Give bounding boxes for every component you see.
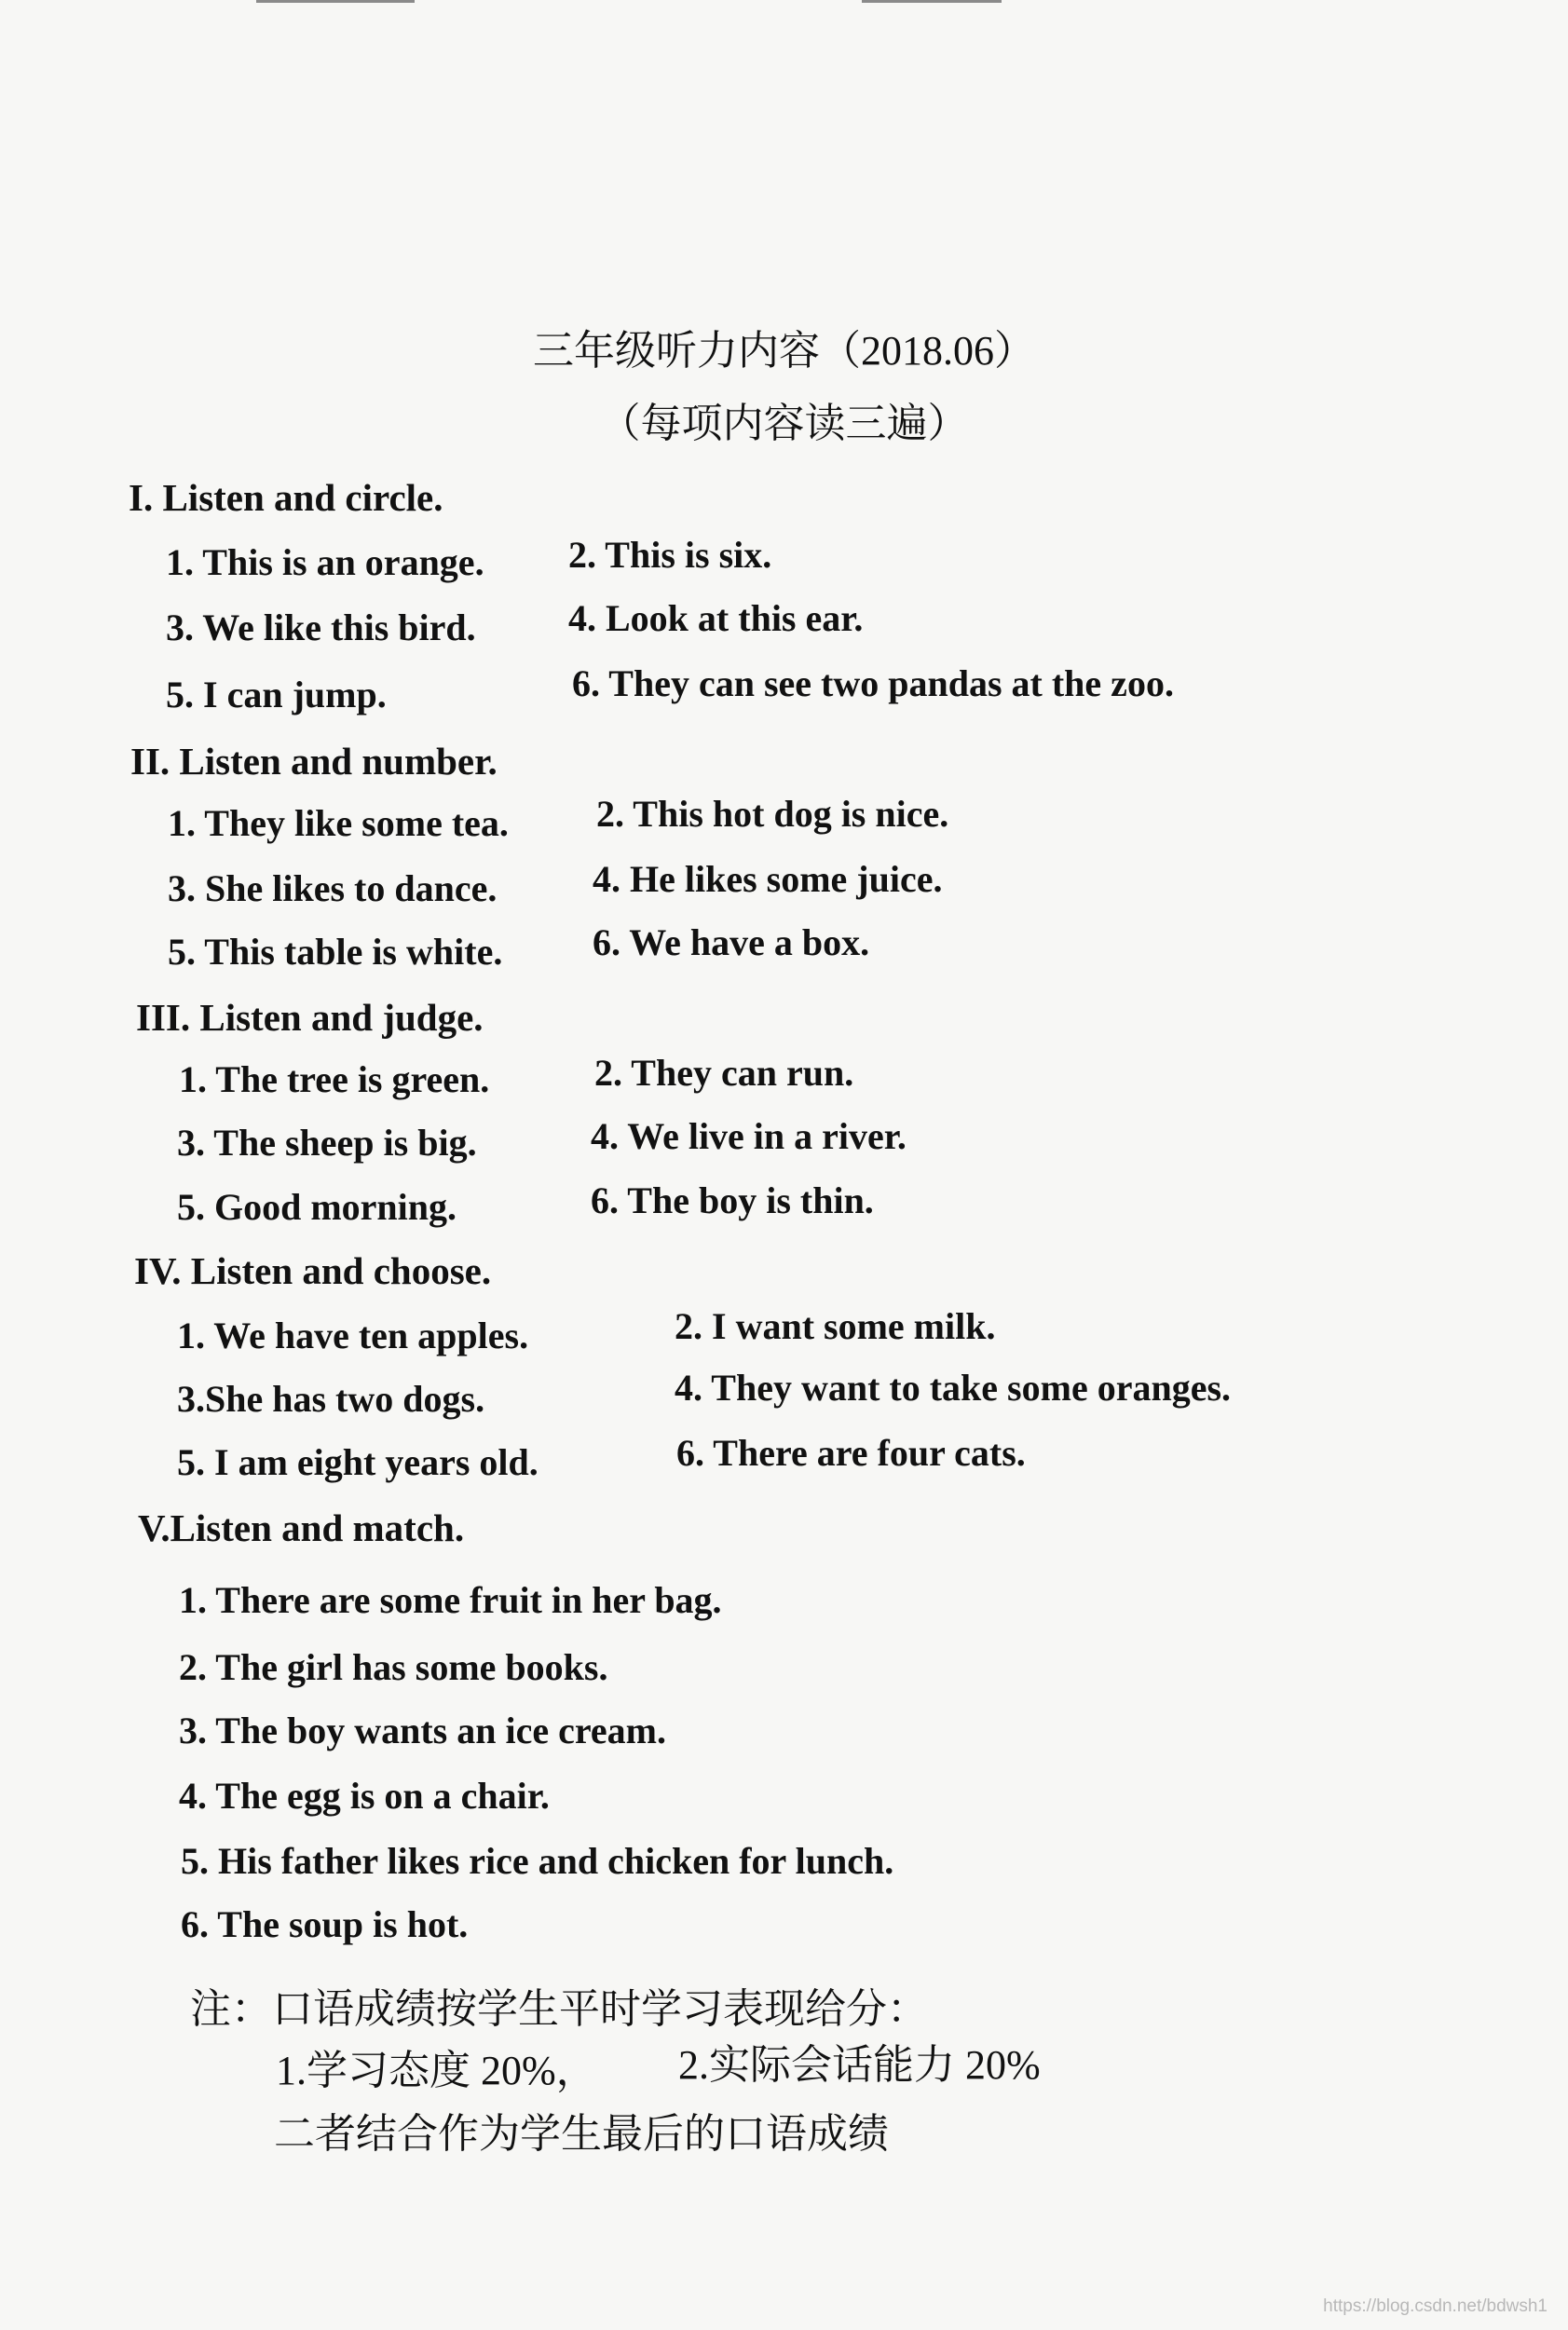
list-item: 6. They can see two pandas at the zoo. [572,662,1174,704]
list-item: 1. They like some tea. [168,802,509,844]
list-item: 3. The sheep is big. [177,1122,477,1164]
list-item: 6. We have a box. [593,921,870,963]
list-item: 5. His father likes rice and chicken for lunch. [181,1840,894,1882]
list-item: 3. We like this bird. [166,606,476,648]
list-item: 3. The boy wants an ice cream. [179,1710,666,1751]
list-item: 4. He likes some juice. [593,858,943,900]
scan-top-line [256,0,415,3]
watermark: https://blog.csdn.net/bdwsh1 [1323,2296,1548,2316]
list-item: 6. There are four cats. [676,1432,1026,1474]
scan-top-line [862,0,1002,3]
list-item: 5. I can jump. [166,674,387,715]
section-heading: III. Listen and judge. [136,996,484,1039]
list-item: 6. The boy is thin. [591,1179,874,1221]
list-item: 2. This hot dog is nice. [596,793,949,835]
note-line: 2.实际会话能力 20% [678,2042,1041,2088]
section-heading: I. Listen and circle. [129,476,443,519]
list-item: 1. We have ten apples. [177,1315,529,1356]
list-item: 1. This is an orange. [166,541,484,583]
list-item: 5. I am eight years old. [177,1441,539,1483]
section-heading: V.Listen and match. [138,1506,465,1549]
note-line: 二者结合作为学生最后的口语成绩 [274,2111,889,2157]
list-item: 1. There are some fruit in her bag. [179,1579,722,1621]
list-item: 2. I want some milk. [675,1305,996,1347]
list-item: 4. They want to take some oranges. [675,1367,1232,1409]
list-item: 2. This is six. [568,534,772,576]
list-item: 4. Look at this ear. [568,597,864,639]
section-heading: IV. Listen and choose. [134,1249,492,1292]
list-item: 3. She likes to dance. [168,867,498,909]
section-heading: II. Listen and number. [130,740,498,783]
list-item: 4. We live in a river. [591,1115,907,1157]
list-item: 2. They can run. [594,1052,854,1094]
page-title: 三年级听力内容（2018.06） [533,328,1035,374]
list-item: 1. The tree is green. [179,1058,490,1100]
note-line: 1.学习态度 20%， [276,2048,597,2093]
list-item: 4. The egg is on a chair. [179,1775,550,1817]
note-line: 注：口语成绩按学生平时学习表现给分： [190,1986,928,2032]
page-subtitle: （每项内容读三遍） [599,401,969,446]
list-item: 3.She has two dogs. [177,1378,485,1420]
list-item: 5. Good morning. [177,1186,457,1228]
list-item: 6. The soup is hot. [181,1903,469,1945]
list-item: 5. This table is white. [168,931,503,973]
list-item: 2. The girl has some books. [179,1646,608,1688]
